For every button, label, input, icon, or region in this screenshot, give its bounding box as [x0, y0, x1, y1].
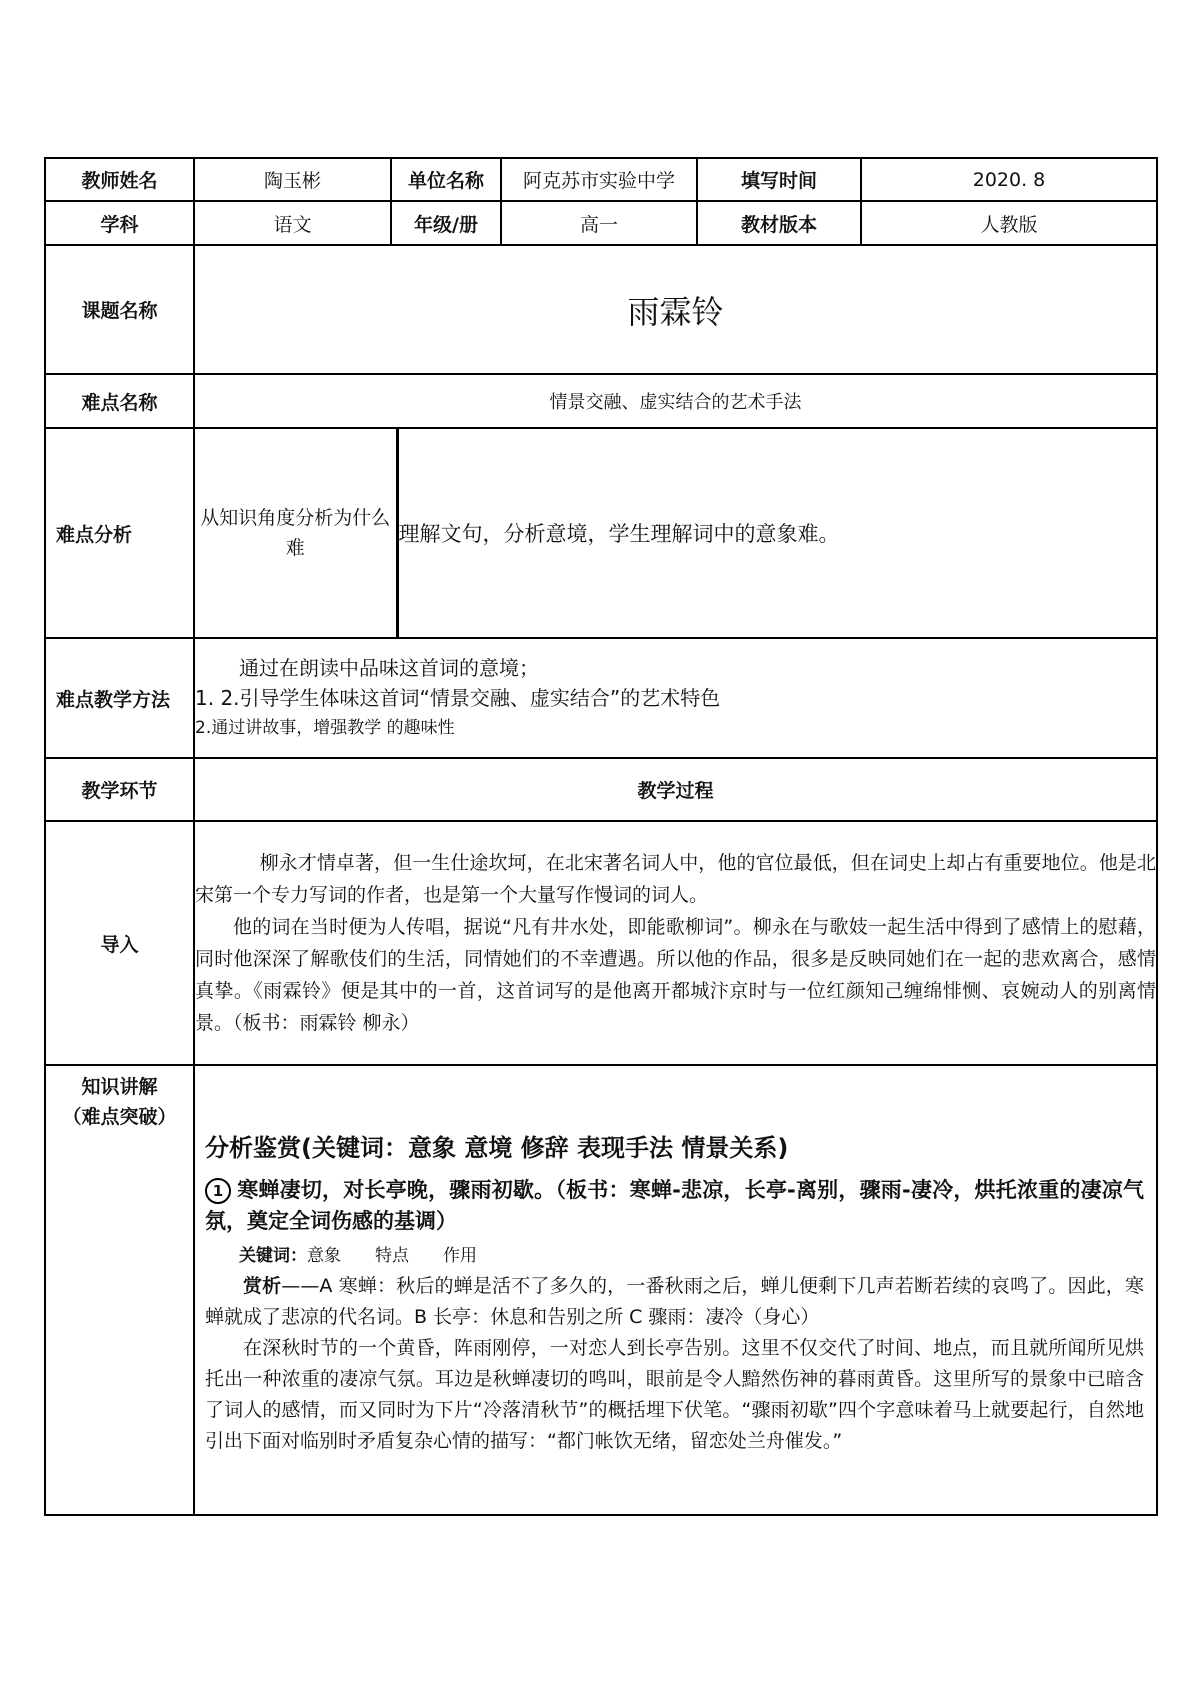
grade-label: 年级/册: [391, 201, 501, 245]
teacher-label: 教师姓名: [45, 158, 194, 201]
knowledge-label-line-2: （难点突破）: [62, 1106, 177, 1128]
method-line-1: 通过在朗读中品味这首词的意境；: [239, 656, 539, 680]
process-label: 教学过程: [194, 758, 1157, 821]
difficulty-label: 难点名称: [45, 374, 194, 428]
intro-label: 导入: [45, 821, 194, 1065]
lesson-plan-table: [44, 157, 1158, 1516]
knowledge-item-text: 寒蝉凄切，对长亭晚，骤雨初歇。（板书：寒蝉-悲凉，长亭-离别，骤雨-凄冷，烘托浓重的凄凉气氛，奠定全词伤感的基调）: [205, 1178, 1144, 1233]
topic-row: [45, 245, 1157, 374]
keywords-label: 关键词：: [239, 1246, 307, 1266]
grade-value: 高一: [501, 201, 697, 245]
lesson-plan-sheet: [44, 157, 1156, 1516]
difficulty-row: [45, 374, 1157, 428]
intro-paragraph-1: 柳永才情卓著，但一生仕途坎坷，在北宋著名词人中，他的官位最低，但在词史上却占有重要地位。他是北宋第一个专力写词的作者，也是第一个大量写作慢词的词人。: [195, 852, 1156, 906]
process-header-row: [45, 758, 1157, 821]
knowledge-row: [45, 1065, 1157, 1515]
method-line-2: 1. 2.引导学生体味这首词“情景交融、虚实结合”的艺术特色: [195, 686, 721, 710]
keyword-1: 意象: [307, 1246, 341, 1266]
method-row: [45, 638, 1157, 758]
stage-label: 教学环节: [45, 758, 194, 821]
knowledge-heading: 分析鉴赏(关键词：意象 意境 修辞 表现手法 情景关系): [205, 1134, 789, 1162]
unit-label: 单位名称: [391, 158, 501, 201]
topic-label: 课题名称: [45, 245, 194, 374]
analysis-content: 理解文句，分析意境，学生理解词中的意象难。: [398, 522, 840, 546]
difficulty-value: 情景交融、虚实结合的艺术手法: [194, 374, 1157, 428]
analysis-row: [45, 428, 1157, 638]
teacher-value: 陶玉彬: [194, 158, 391, 201]
keywords-line: [205, 1241, 1144, 1271]
date-label: 填写时间: [697, 158, 861, 201]
intro-row: [45, 821, 1157, 1065]
circled-number-icon: 1: [205, 1178, 231, 1204]
header-row-2: [45, 201, 1157, 245]
method-line-3: 2.通过讲故事，增强教学 的趣味性: [195, 718, 455, 738]
method-label: 难点教学方法: [45, 638, 194, 758]
knowledge-item-1: [205, 1175, 1144, 1237]
keyword-3: 作用: [443, 1246, 477, 1266]
analysis-why-label: 从知识角度分析为什么难: [195, 429, 397, 637]
subject-value: 语文: [194, 201, 391, 245]
appreciation-text: ——A 寒蝉：秋后的蝉是活不了多久的，一番秋雨之后，蝉儿便剩下几声若断若续的哀鸣了。因此，寒蝉就成了悲凉的代名词。B 长亭：休息和告别之所 C 骤雨：凄冷（身心）: [205, 1275, 1144, 1328]
date-value: 2020. 8: [861, 158, 1157, 201]
appreciation-paragraph: [205, 1271, 1144, 1333]
topic-title: 雨霖铃: [194, 245, 1157, 374]
analysis-inner-table: [195, 429, 1156, 637]
edition-value: 人教版: [861, 201, 1157, 245]
keyword-2: 特点: [375, 1246, 409, 1266]
edition-label: 教材版本: [697, 201, 861, 245]
unit-value: 阿克苏市实验中学: [501, 158, 697, 201]
appreciation-label: 赏析: [243, 1275, 282, 1297]
intro-paragraph-2: 他的词在当时便为人传唱，据说“凡有井水处，即能歌柳词”。柳永在与歌妓一起生活中得到了感情上的慰藉，同时他深深了解歌伎们的生活，同情她们的不幸遭遇。所以他的作品，很多是反映同她们在一起的悲欢离合，感情真挚。《雨霖铃》便是其中的一首，这首词写的是他离开都城汴京时与一位红颜知己缠绵悱恻、哀婉动人的别离情景。（板书：雨霖铃 柳永）: [195, 916, 1156, 1034]
header-row-1: [45, 158, 1157, 201]
knowledge-paragraph-3: 在深秋时节的一个黄昏，阵雨刚停，一对恋人到长亭告别。这里不仅交代了时间、地点，而且就所闻所见烘托出一种浓重的凄凉气氛。耳边是秋蝉凄切的鸣叫，眼前是令人黯然伤神的暮雨黄昏。这里所写的景象中已暗含了词人的感情，而又同时为下片“冷落清秋节”的概括埋下伏笔。“骤雨初歇”四个字意味着马上就要起行，自然地引出下面对临别时矛盾复杂心情的描写：“都门帐饮无绪，留恋处兰舟催发。”: [205, 1337, 1144, 1452]
subject-label: 学科: [45, 201, 194, 245]
analysis-label: 难点分析: [45, 428, 194, 638]
knowledge-label-line-1: 知识讲解: [81, 1076, 158, 1098]
